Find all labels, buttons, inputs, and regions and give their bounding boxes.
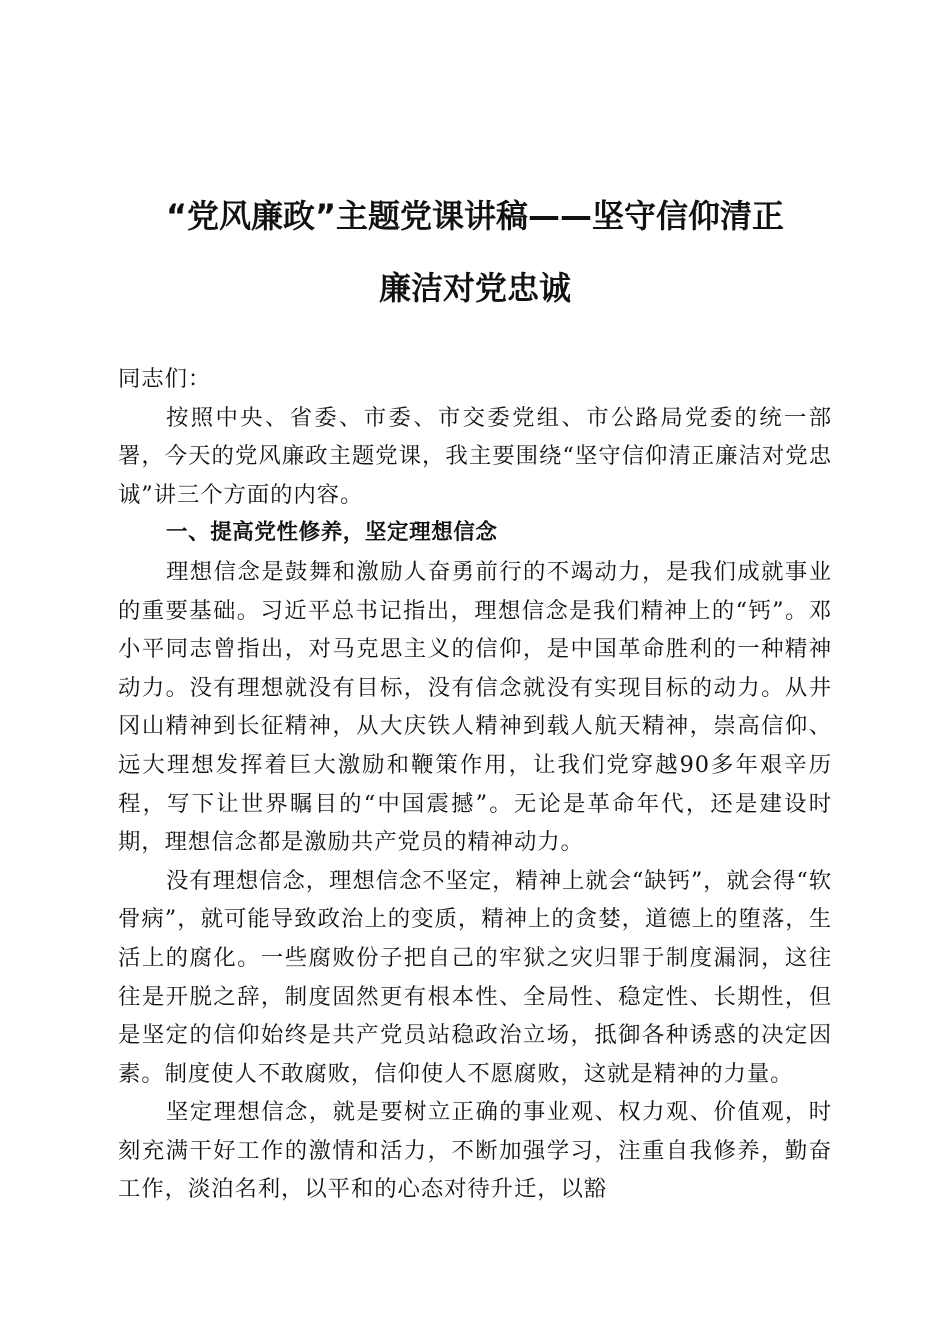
document-body	[118, 360, 832, 1209]
body-paragraph-3: 坚定理想信念，就是要树立正确的事业观、权力观、价值观，时刻充满干好工作的激情和活力，不断加强学习，注重自我修养，勤奋工作，淡泊名利，以平和的心态对待升迁，以豁	[118, 1099, 832, 1203]
salutation: 同志们：	[118, 366, 212, 392]
body-paragraph-1: 理想信念是鼓舞和激励人奋勇前行的不竭动力，是我们成就事业的重要基础。习近平总书记指出，理想信念是我们精神上的“钙”。邓小平同志曾指出，对马克思主义的信仰，是中国革命胜利的一种精神动力。没有理想就没有目标，没有信念就没有实现目标的动力。从井冈山精神到长征精神，从大庆铁人精神到载人航天精神，崇高信仰、远大理想发挥着巨大激励和鞭策作用，让我们党穿越90多年艰辛历程，写下让世界瞩目的“中国震撼”。无论是革命年代，还是建设时期，理想信念都是激励共产党员的精神动力。	[118, 558, 832, 856]
body-paragraph-2: 没有理想信念，理想信念不坚定，精神上就会“缺钙”，就会得“软骨病”，就可能导致政治上的变质，精神上的贪婪，道德上的堕落，生活上的腐化。一些腐败份子把自己的牢狱之灾归罪于制度漏洞，这往往是开脱之辞，制度固然更有根本性、全局性、稳定性、长期性，但是坚定的信仰始终是共产党员站稳政治立场，抵御各种诱惑的决定因素。制度使人不敢腐败，信仰使人不愿腐败，这就是精神的力量。	[118, 867, 832, 1087]
document-title-line-1: “党风廉政”主题党课讲稿——坚守信仰清正	[165, 197, 785, 235]
document-title-line-2: 廉洁对党忠诚	[378, 269, 571, 307]
section-heading-1: 一、提高党性修养，坚定理想信念	[166, 520, 498, 546]
intro-paragraph: 按照中央、省委、市委、市交委党组、市公路局党委的统一部署，今天的党风廉政主题党课，我主要围绕“坚守信仰清正廉洁对党忠诚”讲三个方面的内容。	[118, 404, 832, 508]
